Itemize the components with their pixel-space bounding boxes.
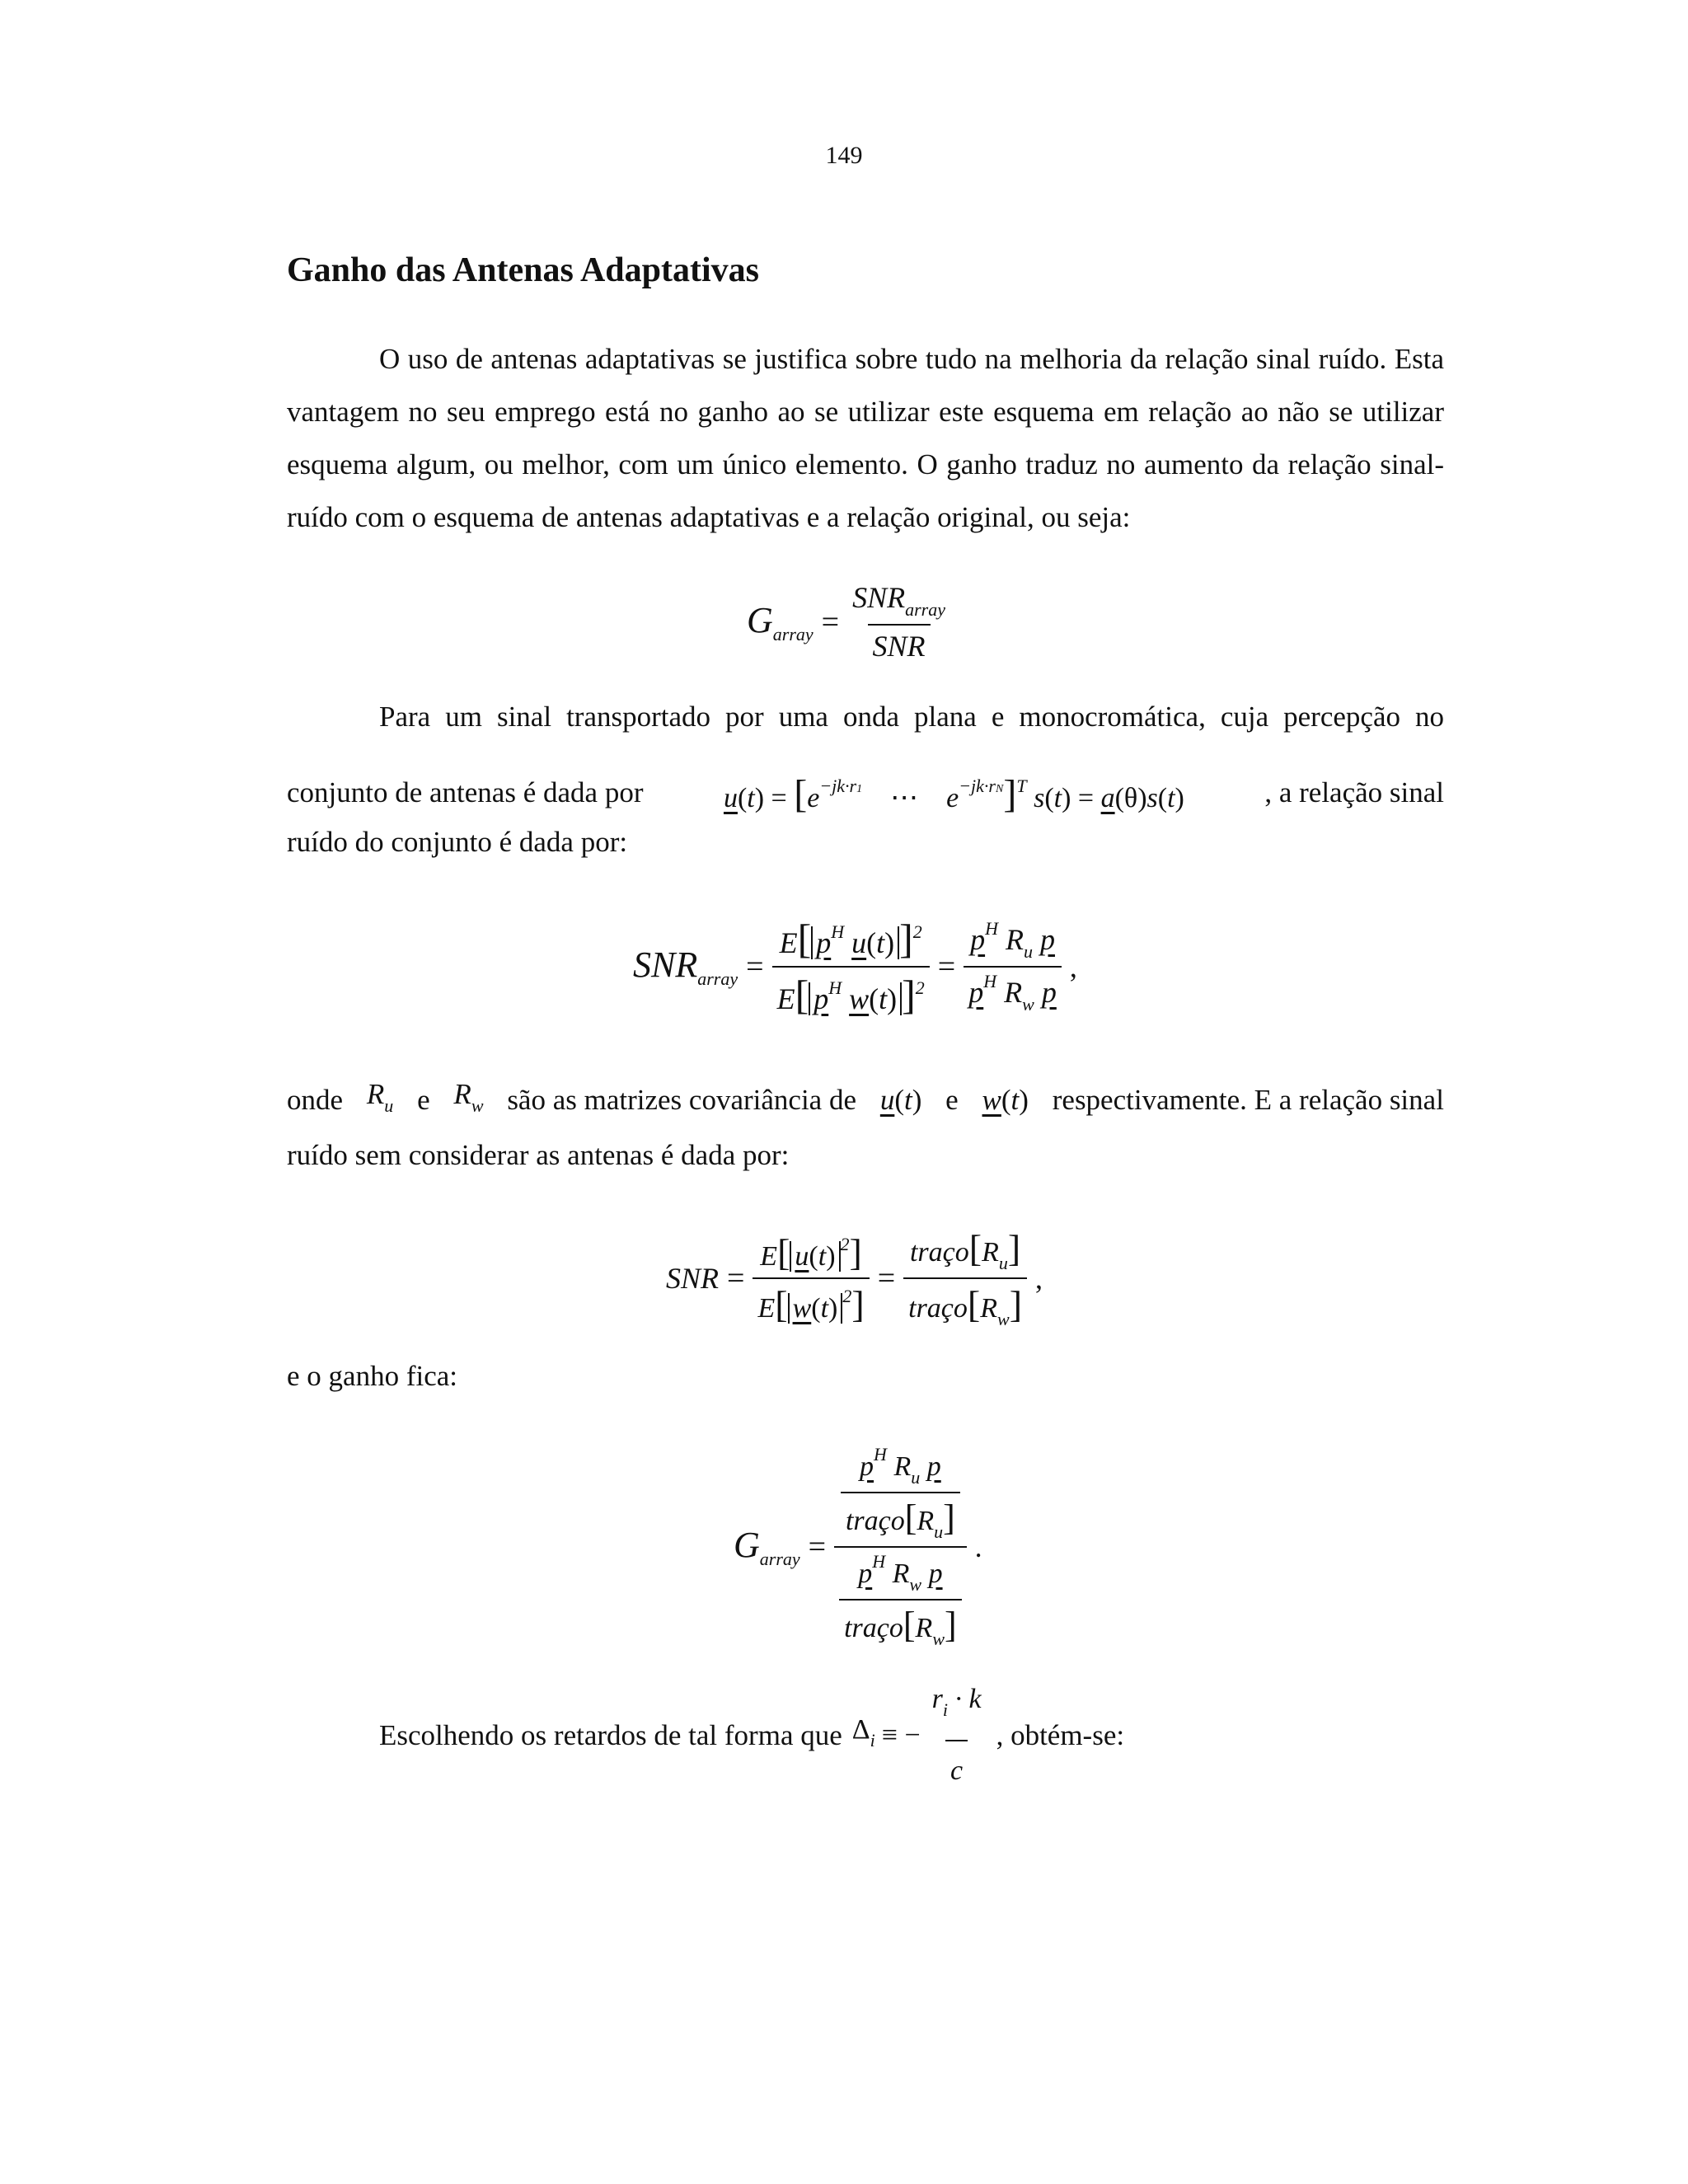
paragraph-gain-intro: e o ganho fica: bbox=[287, 1360, 457, 1392]
paragraph-intro bbox=[287, 333, 1444, 544]
paragraph-delays bbox=[379, 1673, 1451, 1797]
paragraph-signal-model-line2-end: , a relação sinal bbox=[1264, 776, 1444, 808]
page-number: 149 bbox=[825, 142, 863, 169]
equation-gain-definition: $G_{array}$ = $\frac{SNR_{array}}{\text{SNR}}$ bbox=[747, 581, 946, 663]
paragraph-covariance-e1: e bbox=[417, 1084, 430, 1116]
equation-gain-result: $G_{array}$ = $\frac{\frac{p^H R_u p}{traço[R_u]}}{\frac{p^H R_w p}{traço[R_w]}}$ . bbox=[734, 1444, 982, 1649]
equation-snr-array: $SNR_{array}$ = $\frac{E[ p^H u(t) ]^2}{E[ p^H w(t) ]^2}$ = $\frac{p^H R_u p}{p^H R_w p}$ , bbox=[633, 916, 1077, 1018]
paragraph-covariance-mid: são as matrizes covariância de bbox=[507, 1084, 856, 1116]
paragraph-covariance-line2-wrap bbox=[287, 1129, 1444, 1182]
paragraph-signal-model-line1: Para um sinal transportado por uma onda plana e monocromática, cuja percepção no bbox=[379, 701, 1444, 733]
paragraph-covariance-end: respectivamente. E a relação sinal bbox=[1052, 1084, 1444, 1116]
paragraph-signal-model-line3-wrap bbox=[287, 816, 1444, 869]
paragraph-covariance-line1: onde $R_u$ e $R_w$ são as matrizes covariância de u(t) e w(t) respectivamente. E a relação sinal bbox=[287, 1068, 1444, 1132]
equation-snr-single: SNR = $\frac{E[ u(t) ^2]}{E[ w(t) ^2]}$ = $\frac{traço[R_u]}{traço[R_w]}$ , bbox=[666, 1227, 1043, 1329]
paragraph-gain-intro-wrap bbox=[287, 1350, 1444, 1403]
paragraph-delays-end: , obtém-se: bbox=[996, 1718, 1125, 1751]
paragraph-covariance-e2: e bbox=[945, 1084, 959, 1116]
paragraph-signal-model-line3: ruído do conjunto é dada por: bbox=[287, 826, 628, 858]
paragraph-delays-start: Escolhendo os retardos de tal forma que bbox=[379, 1718, 842, 1751]
paragraph-covariance-line2: ruído sem considerar as antenas é dada por: bbox=[287, 1139, 790, 1171]
paragraph-intro-text: O uso de antenas adaptativas se justifica sobre tudo na melhoria da relação sinal ruído. Esta vantagem no seu emprego está no ganho ao se utilizar este esquema em relação ao não se utilizar esquema algum, ou melhor, com um único elemento. O ganho traduz no aumento da relação sinal-ruído com o esquema de antenas adaptativas e a relação original, ou seja: bbox=[287, 343, 1444, 533]
equation-delay: $\Delta_i$ ≡ − $\frac{r_i \cdot k}{c}$ bbox=[852, 1673, 987, 1797]
section-heading: Ganho das Antenas Adaptativas bbox=[287, 251, 760, 289]
paragraph-covariance-onde: onde bbox=[287, 1084, 344, 1116]
equation-signal-vector: $u(t) = [e^{-jk\cdot r1}$ ⋯ $e^{-jk\cdot rN}]^T$ s(t) = a(θ)s(t) bbox=[723, 772, 1184, 816]
paragraph-signal-model-line2-start: conjunto de antenas é dada por bbox=[287, 776, 644, 808]
paragraph-signal-model bbox=[287, 691, 1444, 743]
